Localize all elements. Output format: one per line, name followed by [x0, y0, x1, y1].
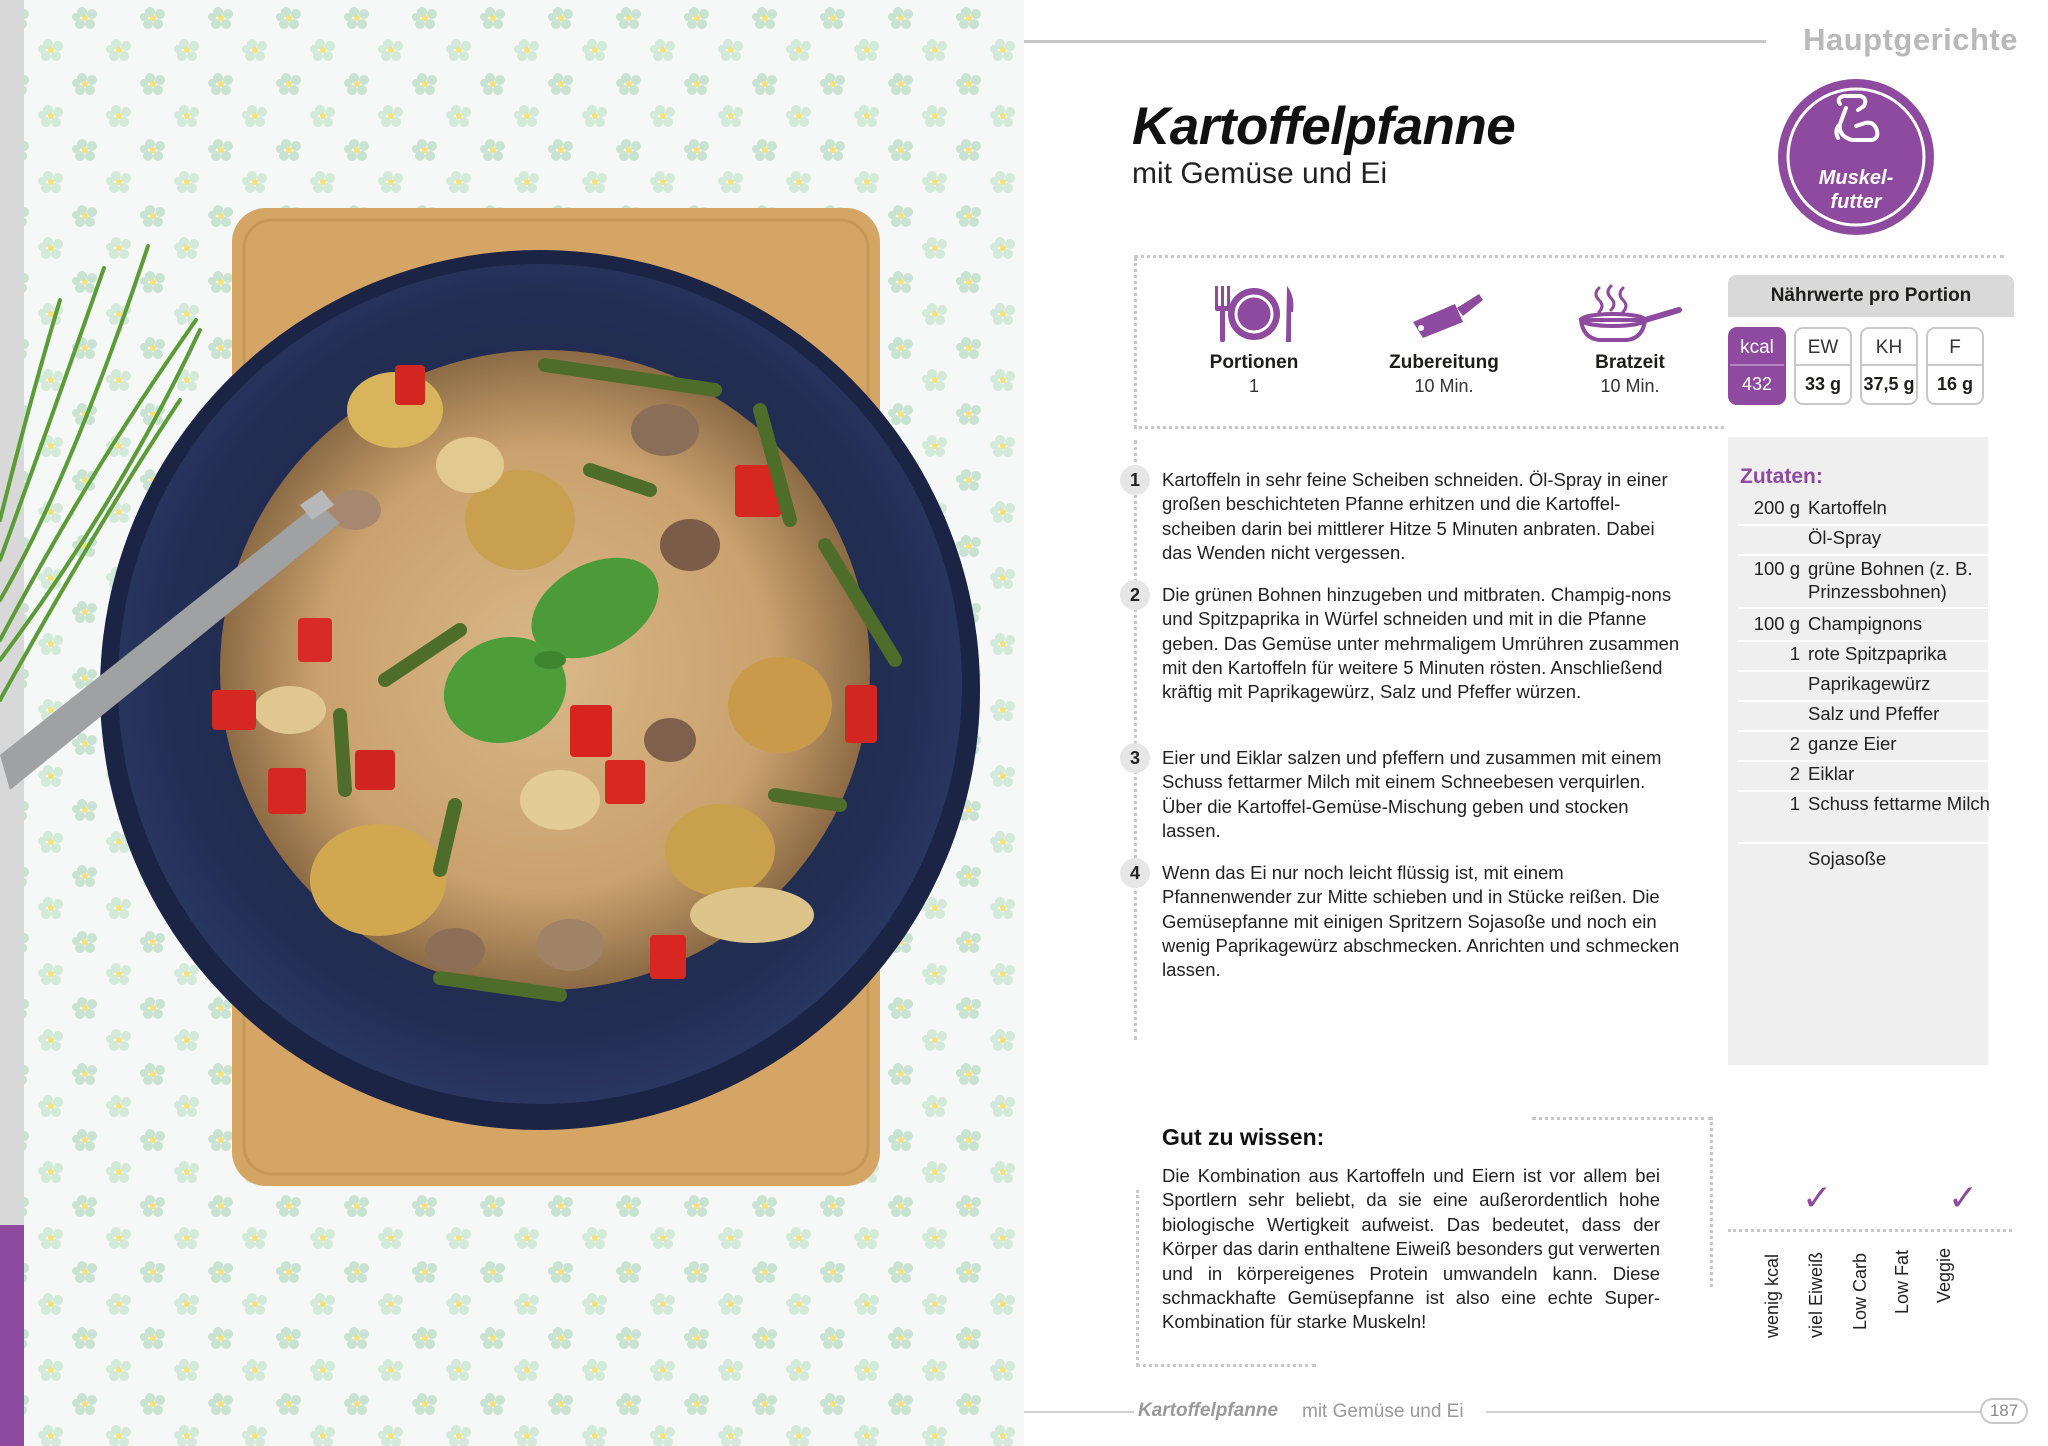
- divider: [1136, 1364, 1316, 1367]
- info-label: Bratzeit: [1595, 352, 1665, 373]
- ingredient-amount: 100 g: [1753, 613, 1800, 634]
- nutrition-header: Nährwerte pro Portion: [1728, 275, 2014, 317]
- step-text: Kartoffeln in sehr feine Scheiben schneiden. Öl-Spray in einer großen beschichteten Pfanne erhitzen und die Kartoffel-scheiben darin bei mittlerer Hitze 5 Minuten anbraten. Dabei das Wenden nicht vergessen.: [1162, 469, 1668, 563]
- ingredient-row: [1738, 672, 2006, 702]
- footer-title: Kartoffelpfanne: [1138, 1400, 1279, 1421]
- ingredient-name: Paprikagewürz: [1808, 673, 1931, 694]
- ingredient-row: [1738, 557, 2006, 609]
- ingredients-title: Zutaten:: [1740, 465, 1823, 488]
- ingredient-name: ganze Eier: [1808, 733, 1897, 754]
- tag-label: Veggie: [1934, 1247, 1954, 1303]
- nutrition-value: 37,5 g: [1863, 374, 1915, 394]
- footer-rule: [1024, 1411, 1134, 1413]
- frying-pan-icon: [1575, 282, 1685, 346]
- ingredient-name: grüne Bohnen (z. B. Prinzessbohnen): [1808, 558, 1973, 602]
- cleaver-icon: [1399, 282, 1489, 346]
- ingredient-name: Champignons: [1808, 613, 1923, 634]
- ingredient-amount: 100 g: [1753, 558, 1800, 579]
- nutrition-label: KH: [1862, 329, 1916, 366]
- tag-label: viel Eiweiß: [1806, 1251, 1826, 1338]
- check-icon: ✓: [1802, 1178, 1833, 1219]
- badge-label: [1776, 166, 1936, 214]
- ingredient-amount: 2: [1789, 763, 1800, 784]
- nutrition-value: 432: [1741, 374, 1773, 394]
- ingredient-row: [1738, 762, 2006, 792]
- tags-divider: [1728, 1229, 2012, 1232]
- divider: [1136, 1190, 1139, 1366]
- good-to-know-text: Die Kombination aus Kartoffeln und Eiern ist vor allem bei Sportlern sehr beliebt, da sie eine außerordentlich hohe biologische Wertigkeit aufweist. Das bedeutet, dass der Körper das darin enthaltene Eiweiß besonders gut verwerten und in körpereigenes Protein umwandeln kann. Diese schmackhafte Gemüsepfanne ist also eine echte Super-Kombination für starke Muskeln!: [1162, 1165, 1660, 1333]
- nutrition-value: 16 g: [1936, 374, 1974, 394]
- recipe-subtitle: mit Gemüse und Ei: [1132, 157, 1388, 190]
- plate-cutlery-icon: [1209, 282, 1299, 346]
- footer-subtitle: mit Gemüse und Ei: [1302, 1401, 1464, 1422]
- step-number: 3: [1120, 743, 1150, 773]
- ingredient-name: rote Spitzpaprika: [1808, 643, 1947, 664]
- info-label: Zubereitung: [1389, 352, 1499, 373]
- info-value: 10 Min.: [1414, 376, 1474, 396]
- footer-rule: [1486, 1411, 1980, 1413]
- ingredient-name: Schuss fettarme Milch: [1808, 793, 1990, 814]
- step-text: Eier und Eiklar salzen und pfeffern und zusammen mit einem Schuss fettarmer Milch mit einem Schneebesen verquirlen. Über die Kartoffel-Gemüse-Mischung geben und stocken lassen.: [1162, 747, 1662, 841]
- header-rule: [1024, 40, 1766, 43]
- info-portions: [1179, 282, 1329, 397]
- ingredient-amount: 200 g: [1753, 497, 1800, 518]
- ingredient-amount: 1: [1789, 643, 1800, 664]
- ingredient-row: [1738, 847, 2006, 877]
- info-cooking-time: [1555, 282, 1705, 397]
- step-number: 1: [1120, 465, 1150, 495]
- badge-line-2: futter: [1830, 191, 1882, 213]
- steps-divider: [1134, 440, 1137, 1040]
- ingredient-amount: 1: [1789, 793, 1800, 814]
- ingredient-name: Öl-Spray: [1808, 527, 1881, 548]
- ingredient-amount: 2: [1789, 733, 1800, 754]
- ingredient-name: Salz und Pfeffer: [1808, 703, 1940, 724]
- badge-line-1: Muskel-: [1818, 167, 1894, 189]
- nutrition-carbs: [1860, 327, 1918, 405]
- divider: [1134, 258, 1137, 428]
- info-value: 10 Min.: [1600, 376, 1660, 396]
- step-number: 4: [1120, 858, 1150, 888]
- info-preparation: [1369, 282, 1519, 397]
- ingredient-name: Eiklar: [1808, 763, 1855, 784]
- recipe-page: [1024, 0, 2048, 1446]
- ingredient-name: Sojasoße: [1808, 848, 1887, 869]
- nutrition-value: 33 g: [1804, 374, 1842, 394]
- nutrition-label: F: [1928, 329, 1982, 366]
- check-icon: ✓: [1948, 1178, 1979, 1219]
- good-to-know-title: Gut zu wissen:: [1162, 1124, 1325, 1150]
- tag-label: Low Fat: [1892, 1249, 1912, 1314]
- ingredient-row: [1738, 702, 2006, 732]
- tag-label: Low Carb: [1850, 1252, 1870, 1330]
- nutrition-label: EW: [1796, 329, 1850, 366]
- ingredient-row: [1738, 792, 2006, 844]
- ingredient-row: [1738, 642, 2006, 672]
- divider: [1134, 426, 1724, 429]
- info-value: 1: [1248, 376, 1259, 396]
- nutrition-kcal: [1728, 327, 1786, 405]
- ingredient-row: [1738, 612, 2006, 642]
- nutrition-fat: [1926, 327, 1984, 405]
- divider: [1134, 255, 2004, 258]
- divider: [1532, 1117, 1712, 1120]
- ingredient-row: [1738, 732, 2006, 762]
- section-label: Hauptgerichte: [1803, 22, 2018, 57]
- nutrition-label: kcal: [1730, 329, 1784, 366]
- recipe-title: Kartoffelpfanne: [1132, 97, 1516, 156]
- step-text: Die grünen Bohnen hinzugeben und mitbraten. Champig-nons und Spitzpaprika in Würfel schneiden und mit in die Pfanne geben. Das Gemüse unter mehrmaligem Umrühren zusammen mit den Kartoffeln für weitere 5 Minuten rösten. Anschließend kräftig mit Paprikagewürz, Salz und Pfeffer würzen.: [1162, 584, 1680, 703]
- page-number: 187: [1980, 1398, 2028, 1424]
- step-text: Wenn das Ei nur noch leicht flüssig ist, mit einem Pfannenwender zur Mitte schieben und in Stücke reißen. Die Gemüsepfanne mit einigen Spritzern Sojasoße und noch ein wenig Paprikagewürz abschmecken. Anrichten und schmecken lassen.: [1162, 862, 1680, 981]
- tag-label: wenig kcal: [1762, 1253, 1782, 1338]
- ingredient-name: Kartoffeln: [1808, 497, 1887, 518]
- step-number: 2: [1120, 580, 1150, 610]
- info-label: Portionen: [1209, 352, 1299, 373]
- divider: [1710, 1117, 1713, 1287]
- ingredient-row: [1738, 496, 2006, 526]
- nutrition-protein: [1794, 327, 1852, 405]
- ingredient-row: [1738, 526, 2006, 556]
